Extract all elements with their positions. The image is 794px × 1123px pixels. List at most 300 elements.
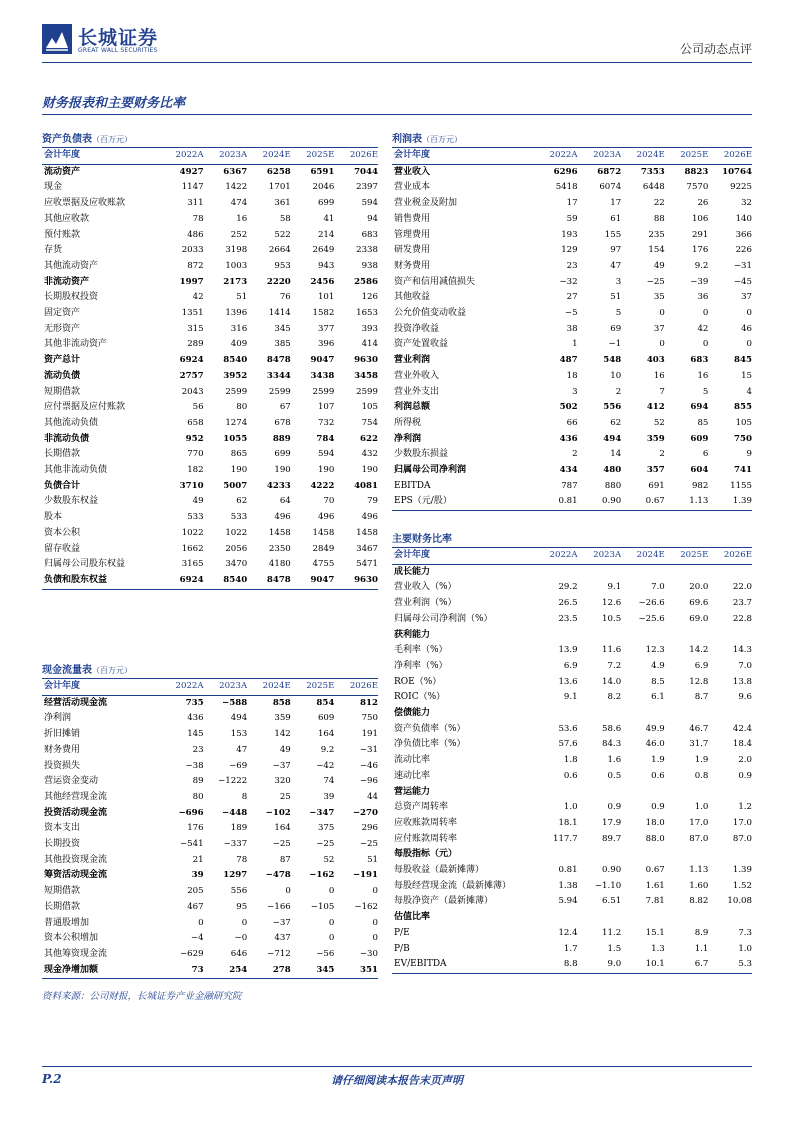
table-row <box>42 306 378 322</box>
cell-value: 609 <box>317 713 335 724</box>
cell-value: 9630 <box>354 355 378 366</box>
cell-value: −588 <box>222 697 248 708</box>
cell-value: 8.8 <box>563 959 578 970</box>
cell-value: 7.81 <box>645 896 665 907</box>
cell-value: 359 <box>646 433 665 444</box>
cell-value <box>621 628 665 644</box>
row-label: 每股收益（最新摊薄） <box>394 865 485 876</box>
cell-value: 41 <box>323 213 335 224</box>
table-row <box>42 243 378 259</box>
cell-value: −25 <box>646 276 665 287</box>
cell-value: 1022 <box>181 527 204 538</box>
table-row <box>392 800 752 816</box>
row-label: 短期借款 <box>44 886 81 897</box>
cell-value: 31.7 <box>689 739 709 750</box>
row-label: 公允价值变动收益 <box>394 308 467 319</box>
year-column-header: 2026E <box>708 548 752 564</box>
table-row <box>392 628 752 644</box>
cell-value: 18.0 <box>645 817 665 828</box>
row-label: 其他筹资现金流 <box>44 948 108 959</box>
cell-value: 1.61 <box>645 880 665 891</box>
row-label: 营业利润 <box>394 355 431 366</box>
cell-value: 6924 <box>179 355 204 366</box>
cell-value: 51 <box>610 292 622 303</box>
table-row <box>392 926 752 942</box>
cell-value: 770 <box>187 449 204 460</box>
cell-value: 5418 <box>555 182 578 193</box>
row-label: 每股经营现金流（最新摊薄） <box>394 880 512 891</box>
row-label: 净利润 <box>394 433 422 444</box>
cell-value: 49 <box>279 744 291 755</box>
table-row <box>392 785 752 801</box>
row-label: 营业收入 <box>394 166 431 177</box>
row-label: 资本公积增加 <box>44 933 99 944</box>
cell-value: 89.7 <box>602 833 622 844</box>
cell-value: 3952 <box>223 370 248 381</box>
cell-value: 21 <box>192 854 204 865</box>
cell-value: 3470 <box>225 559 248 570</box>
row-label: 少数股东损益 <box>394 449 449 460</box>
cell-value: 436 <box>187 713 204 724</box>
cell-value: 69 <box>610 323 622 334</box>
page-number: P.2 <box>42 1072 62 1086</box>
cell-value: 345 <box>274 323 291 334</box>
cell-value: 52 <box>323 854 335 865</box>
disclaimer-note: 请仔细阅读本报告末页声明 <box>331 1074 463 1087</box>
cell-value: 3710 <box>179 480 204 491</box>
table-row <box>42 463 378 479</box>
cell-value: 52 <box>653 417 665 428</box>
cell-value: 1.0 <box>563 802 578 813</box>
cell-value: 1.38 <box>558 880 578 891</box>
cell-value: 10.1 <box>645 959 665 970</box>
cell-value: 480 <box>603 465 622 476</box>
section-divider <box>42 114 752 115</box>
cell-value: 0.9 <box>651 802 665 813</box>
cell-value: 9.6 <box>738 692 752 703</box>
year-column-header: 2023A <box>204 148 248 164</box>
table-row <box>42 164 378 180</box>
table-row <box>392 416 752 432</box>
cell-value <box>708 785 752 801</box>
cell-value: 46.7 <box>689 723 709 734</box>
cell-value: −31 <box>733 260 752 271</box>
cell-value <box>708 910 752 926</box>
cell-value: −629 <box>179 948 204 959</box>
row-label: 留存收益 <box>44 543 81 554</box>
cell-value: 176 <box>187 823 204 834</box>
cell-value: 87 <box>279 854 291 865</box>
cell-value: 105 <box>361 402 378 413</box>
cell-value: 4222 <box>310 480 335 491</box>
cell-value: 0 <box>372 917 378 928</box>
cell-value: 89 <box>192 776 204 787</box>
row-label: 长期借款 <box>44 449 81 460</box>
row-label: EBITDA <box>394 480 431 491</box>
table-row <box>392 769 752 785</box>
cell-value: 0.90 <box>602 496 622 507</box>
row-label: 营运能力 <box>394 786 431 797</box>
cell-value: 23.5 <box>558 613 578 624</box>
table-row <box>392 816 752 832</box>
cell-value: 1422 <box>225 182 248 193</box>
cell-value: 190 <box>317 465 335 476</box>
cell-value: 191 <box>361 729 378 740</box>
cell-value: 14.3 <box>732 645 752 656</box>
cell-value: 88.0 <box>645 833 665 844</box>
cell-value: −39 <box>690 276 709 287</box>
table-row <box>392 369 752 385</box>
table-row <box>42 228 378 244</box>
cell-value: 140 <box>735 213 752 224</box>
cell-value: 487 <box>559 355 578 366</box>
cell-value: 10.5 <box>602 613 622 624</box>
cell-value: 57.6 <box>558 739 578 750</box>
income-statement-table <box>392 133 752 511</box>
year-label-header: 会计年度 <box>392 148 534 164</box>
cell-value: 47 <box>236 744 248 755</box>
cell-value: 6.9 <box>694 660 709 671</box>
cell-value: 13.6 <box>558 676 578 687</box>
cell-value <box>534 910 578 926</box>
row-label: 长期借款 <box>44 901 81 912</box>
cell-value: 3344 <box>266 370 291 381</box>
cell-value: 0.67 <box>645 865 665 876</box>
cell-value: 62 <box>236 496 248 507</box>
table-title: 主要财务比率 <box>392 534 452 545</box>
cell-value: 69.0 <box>689 613 709 624</box>
cell-value: 7044 <box>354 166 378 177</box>
cell-value: 39 <box>323 791 335 802</box>
table-caption <box>392 133 752 148</box>
table-row <box>42 510 378 526</box>
cell-value: 8540 <box>223 574 248 585</box>
cell-value: 78 <box>236 854 248 865</box>
row-label: 营业税金及附加 <box>394 198 458 209</box>
cell-value: 1662 <box>181 543 204 554</box>
cell-value: 17 <box>566 198 578 209</box>
year-label-header: 会计年度 <box>42 148 160 164</box>
table-row <box>392 243 752 259</box>
row-label: 长期投资 <box>44 839 81 850</box>
cell-value: 58.6 <box>602 723 622 734</box>
row-label: 现金 <box>44 182 63 193</box>
row-label: 投资损失 <box>44 760 81 771</box>
cell-value: 2664 <box>268 245 291 256</box>
cell-value: 4180 <box>268 559 291 570</box>
row-label: 财务费用 <box>394 260 431 271</box>
cell-value: 26 <box>697 198 709 209</box>
year-column-header: 2024E <box>621 148 665 164</box>
cell-value: 3 <box>615 276 622 287</box>
cell-value: 2046 <box>312 182 335 193</box>
cell-value <box>708 847 752 863</box>
table-row <box>392 432 752 448</box>
cell-value: 943 <box>317 260 335 271</box>
table-row <box>42 884 378 900</box>
cell-value: 10.08 <box>727 896 752 907</box>
cell-value: 78 <box>192 213 204 224</box>
table-row <box>392 643 752 659</box>
cell-value: 14.2 <box>689 645 709 656</box>
cell-value: 94 <box>367 213 378 224</box>
cell-value: 87.0 <box>732 833 752 844</box>
cell-value: 982 <box>691 480 709 491</box>
cell-value: 22.0 <box>732 582 752 593</box>
cell-value: −96 <box>359 776 378 787</box>
table-caption <box>42 133 378 148</box>
cell-value: 732 <box>317 417 335 428</box>
cell-value: 13.9 <box>558 645 578 656</box>
cell-value: 2043 <box>181 386 204 397</box>
table-row <box>42 385 378 401</box>
cell-value: −25 <box>272 839 291 850</box>
cell-value: 1582 <box>312 308 335 319</box>
cell-value: 5007 <box>223 480 248 491</box>
cell-value: 9.1 <box>607 582 622 593</box>
cell-value: 190 <box>274 465 291 476</box>
cell-value: −69 <box>229 760 248 771</box>
cell-value: 0.6 <box>563 770 578 781</box>
cell-value: 1414 <box>268 308 291 319</box>
row-label: 长期股权投资 <box>44 292 99 303</box>
table-header-row <box>42 148 378 164</box>
cell-value: 683 <box>361 229 378 240</box>
cell-value <box>578 564 622 580</box>
cell-value: 486 <box>187 229 204 240</box>
row-label: 投资活动现金流 <box>44 807 108 818</box>
cell-value: 2350 <box>268 543 291 554</box>
cell-value: 1.13 <box>689 865 709 876</box>
cell-value: 377 <box>317 323 335 334</box>
cell-value: 9.0 <box>607 959 622 970</box>
cell-value <box>578 785 622 801</box>
table-row <box>42 573 378 589</box>
row-label: 非流动负债 <box>44 433 90 444</box>
cell-value: 1396 <box>225 308 248 319</box>
cell-value: 22.8 <box>732 613 752 624</box>
year-column-header: 2022A <box>534 548 578 564</box>
row-label: 净利润 <box>44 713 72 724</box>
cell-value: 59 <box>566 213 578 224</box>
cell-value: 622 <box>360 433 378 444</box>
row-label: 归属母公司净利润 <box>394 465 467 476</box>
year-column-header: 2023A <box>578 148 622 164</box>
cell-value: 1155 <box>730 480 752 491</box>
row-label: 管理费用 <box>394 229 431 240</box>
cell-value: 316 <box>230 323 248 334</box>
cell-value: 320 <box>274 776 291 787</box>
cell-value: 76 <box>279 292 291 303</box>
cell-value: 23 <box>566 260 578 271</box>
table-row <box>42 479 378 495</box>
cell-value: 3198 <box>225 245 248 256</box>
cell-value <box>621 564 665 580</box>
year-column-header: 2024E <box>247 148 291 164</box>
table-row <box>392 275 752 291</box>
row-label: 资本公积 <box>44 527 81 538</box>
row-label: 资产负债率（%） <box>394 723 466 734</box>
cell-value: 29.2 <box>558 582 578 593</box>
footer-divider <box>42 1066 752 1067</box>
table-row <box>42 900 378 916</box>
cell-value: 1297 <box>223 870 248 881</box>
row-label: 其他经营现金流 <box>44 791 108 802</box>
row-label: 筹资活动现金流 <box>44 870 108 881</box>
cell-value: 8823 <box>684 166 709 177</box>
cell-value: 0 <box>241 917 248 928</box>
cell-value: 0.67 <box>645 496 665 507</box>
row-label: 净利率（%） <box>394 660 448 671</box>
cell-value: −191 <box>352 870 378 881</box>
cell-value: 436 <box>559 433 578 444</box>
cell-value: 69.6 <box>689 598 709 609</box>
table-row <box>392 290 752 306</box>
cell-value: 22 <box>653 198 665 209</box>
cell-value <box>665 847 709 863</box>
cell-value: 872 <box>187 260 204 271</box>
cell-value: 46 <box>741 323 752 334</box>
cell-value: −4 <box>190 933 204 944</box>
row-label: 折旧摊销 <box>44 729 81 740</box>
cell-value <box>578 847 622 863</box>
cell-value: 361 <box>274 198 291 209</box>
cell-value: 145 <box>187 729 204 740</box>
table-row <box>42 542 378 558</box>
cell-value <box>621 847 665 863</box>
cell-value: 7.0 <box>738 660 752 671</box>
row-label: 流动比率 <box>394 755 431 766</box>
cell-value: −448 <box>222 807 248 818</box>
cell-value: 1.6 <box>607 755 622 766</box>
cell-value: −25 <box>359 839 378 850</box>
cell-value: 16 <box>697 370 709 381</box>
cell-value: 6924 <box>179 574 204 585</box>
cell-value: 6872 <box>597 166 622 177</box>
cell-value <box>534 628 578 644</box>
cell-value: 5.3 <box>738 959 752 970</box>
cell-value: 205 <box>187 886 204 897</box>
cell-value: −166 <box>267 901 291 912</box>
cell-value: 15.1 <box>645 927 665 938</box>
cell-value: 683 <box>690 355 709 366</box>
table-row <box>42 821 378 837</box>
row-label: 股本 <box>44 512 63 523</box>
brand-logo <box>42 22 182 62</box>
table-row <box>392 706 752 722</box>
cell-value: 393 <box>361 323 378 334</box>
cell-value: 691 <box>648 480 665 491</box>
row-label: 营运资金变动 <box>44 776 99 787</box>
cell-value: 0 <box>285 886 291 897</box>
cell-value: 14.0 <box>602 676 622 687</box>
row-label: 固定资产 <box>44 308 81 319</box>
cell-value <box>621 785 665 801</box>
row-label: 应收票据及应收账款 <box>44 198 126 209</box>
year-column-header: 2026E <box>708 148 752 164</box>
cell-value: 4 <box>746 386 752 397</box>
cell-value: 594 <box>361 198 378 209</box>
cell-value: 106 <box>691 213 709 224</box>
cell-value <box>578 706 622 722</box>
cell-value: 7570 <box>686 182 709 193</box>
table-row <box>42 557 378 573</box>
table-row <box>42 337 378 353</box>
table-row <box>42 963 378 979</box>
cell-value <box>534 564 578 580</box>
cell-value: 79 <box>367 496 378 507</box>
table-row <box>392 753 752 769</box>
cell-value: 107 <box>317 402 335 413</box>
cell-value: 296 <box>361 823 378 834</box>
section-title: 财务报表和主要财务比率 <box>42 96 186 111</box>
table-row <box>42 369 378 385</box>
cell-value: −5 <box>564 308 578 319</box>
year-column-header: 2026E <box>334 679 378 695</box>
cell-value: 26.5 <box>558 598 578 609</box>
cell-value: 2849 <box>312 543 335 554</box>
cell-value: 0 <box>328 917 335 928</box>
header-divider <box>42 62 752 63</box>
cell-value: 17 <box>610 198 622 209</box>
cell-value: 35 <box>653 292 665 303</box>
table-row <box>392 494 752 510</box>
cell-value <box>708 564 752 580</box>
cell-value: 0.90 <box>602 865 622 876</box>
table-title: 利润表 <box>392 134 422 145</box>
cell-value: 4755 <box>312 559 335 570</box>
table-row <box>392 212 752 228</box>
cell-value: 9225 <box>730 182 752 193</box>
table-row <box>392 337 752 353</box>
cell-value: 4927 <box>179 166 204 177</box>
cell-value: 432 <box>361 449 378 460</box>
cell-value: 845 <box>734 355 752 366</box>
cell-value: 226 <box>735 245 752 256</box>
cell-value: 2033 <box>181 245 204 256</box>
cell-value: 42 <box>192 292 204 303</box>
cell-value: 357 <box>646 465 665 476</box>
table-row <box>392 259 752 275</box>
cell-value: −162 <box>354 901 378 912</box>
table-row <box>392 353 752 369</box>
table-row <box>42 743 378 759</box>
cell-value: −30 <box>359 948 378 959</box>
year-column-header: 2025E <box>665 548 709 564</box>
cell-value: 4233 <box>266 480 291 491</box>
cell-value: 494 <box>230 713 248 724</box>
cell-value: 39 <box>191 870 204 881</box>
cell-value: 854 <box>316 697 335 708</box>
row-label: 速动比率 <box>394 770 431 781</box>
document-type: 公司动态点评 <box>679 42 752 56</box>
cell-value: 437 <box>274 933 291 944</box>
cell-value: 95 <box>236 901 248 912</box>
cell-value: 1055 <box>223 433 248 444</box>
cell-value: 11.2 <box>602 927 622 938</box>
cell-value: 434 <box>559 465 578 476</box>
cell-value: 646 <box>230 948 248 959</box>
cell-value: 153 <box>230 729 248 740</box>
cell-value: 12.6 <box>602 598 622 609</box>
cell-value: 155 <box>604 229 622 240</box>
cell-value: 193 <box>561 229 578 240</box>
cell-value: 6.51 <box>602 896 622 907</box>
cell-value <box>534 785 578 801</box>
cell-value: 2.0 <box>738 755 752 766</box>
cell-value: 12.8 <box>689 676 709 687</box>
cell-value: 66 <box>566 417 578 428</box>
